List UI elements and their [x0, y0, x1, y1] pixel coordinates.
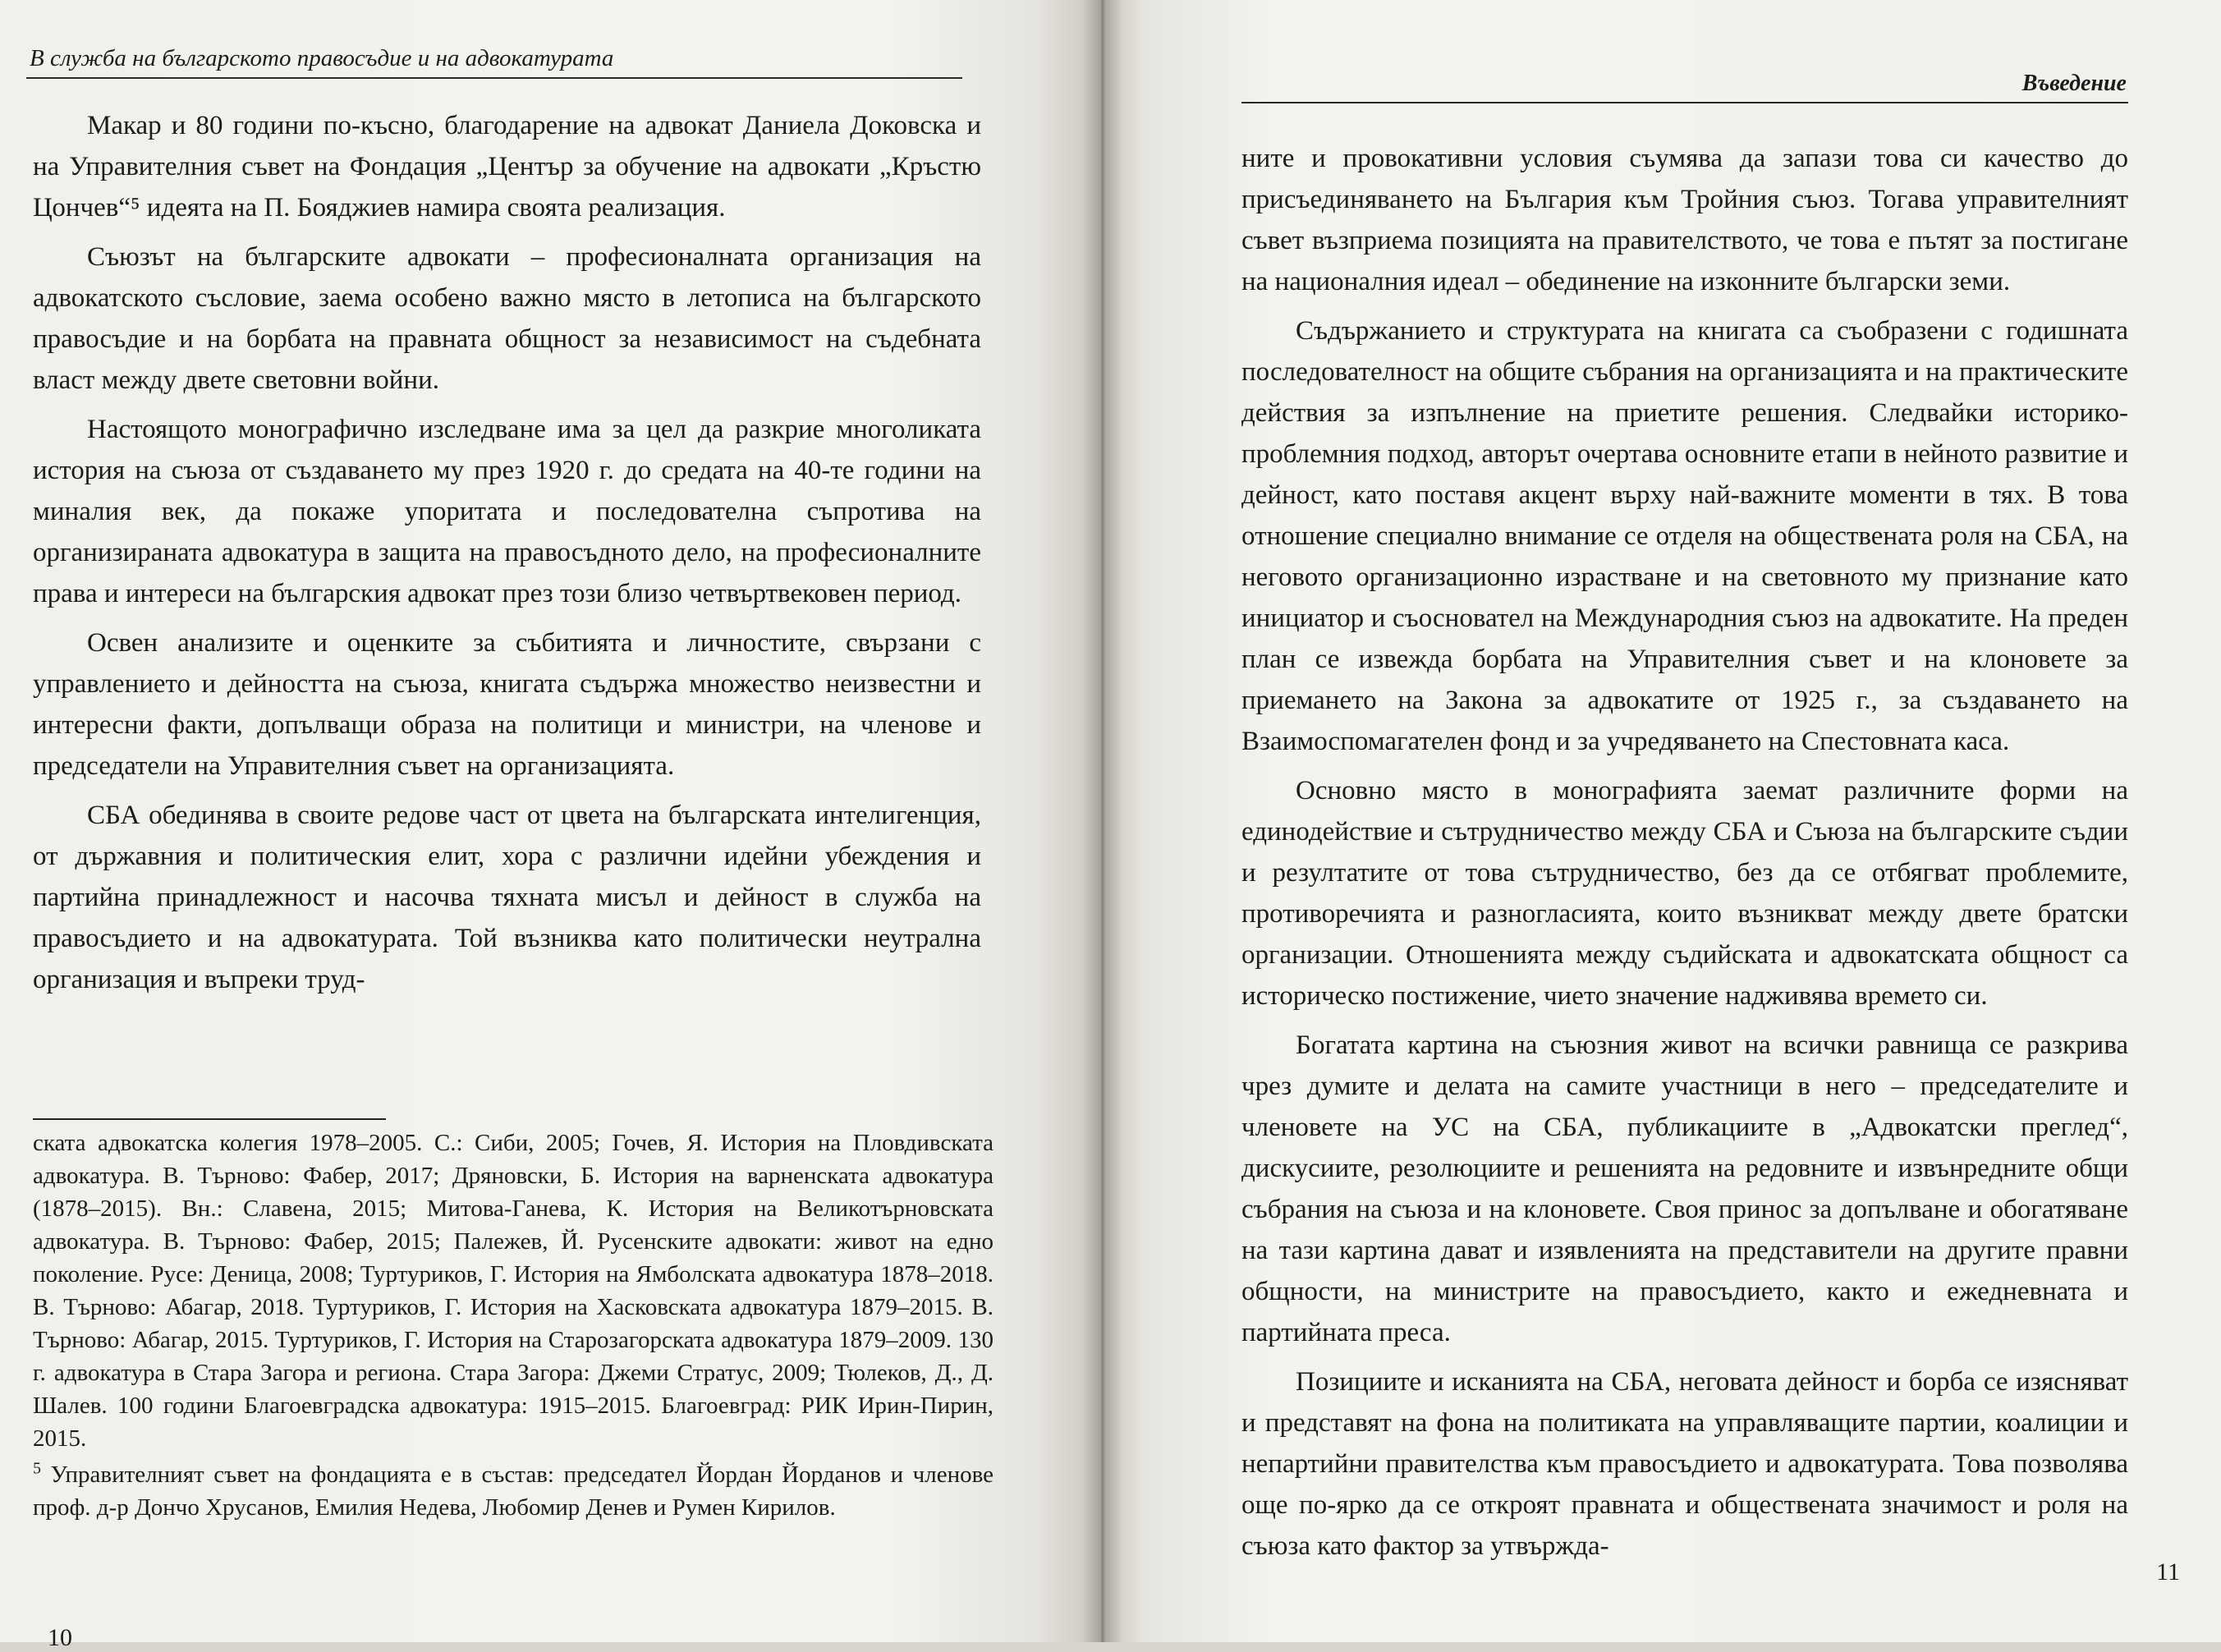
left-paragraph-1: Макар и 80 години по-късно, благодарение на адвокат Даниела Доковска и на Управителния съвет на Фондация „Център за обучение на адвокати „Кръстю Цончев“⁵ идеята на П. Бояджиев намира своята реализация. [33, 111, 981, 223]
left-page-body [33, 105, 981, 1008]
left-paragraph-3: Настоящото монографично изследване има за цел да разкрие многоликата история на съюза от създаването му през 1920 г. до средата на 40-те години на миналия век, да покаже упоритата и последователна съпротива на организираната адвокатура в защита на правосъдното дело, на професионалните права и интереси на българския адвокат през този близо четвъртвековен период. [33, 415, 981, 608]
right-paragraph-5: Позициите и исканията на СБА, неговата дейност и борба се изясняват и представят на фона на политиката на управляващите партии, коалиции и непартийни правителства към правосъдието и адвокатурата. Това позволява още по-ярко да се откроят правната и обществената значимост и роля на съюза като фактор за утвържда- [1241, 1367, 2128, 1561]
right-paragraph-2: Съдържанието и структурата на книгата са съобразени с годишната последователност на общите събрания на организацията и на практическите действия за изпълнение на приетите решения. Следвайки историко-проблемния подход, авторът очертава основните етапи в нейното развитие и дейност, като поставя акцент върху най-важните моменти в тях. В това отношение специално внимание се отделя на обществената роля на СБА, на неговото организационно израстване и на световното му признание като инициатор и съосновател на Международния съюз на адвокатите. На преден план се извежда борбата на Управителния съвет и на клоновете за приемането на Закона за адвокатите от 1925 г., за създаването на Взаимоспомагателен фонд и за учредяването на Спестовната каса. [1241, 316, 2128, 756]
footnote-5 [33, 1458, 993, 1524]
footnotes [33, 1127, 993, 1527]
right-running-head: Въведение [2021, 71, 2127, 96]
left-running-head: В служба на българското правосъдие и на адвокатурата [30, 45, 614, 71]
right-header-rule [1241, 102, 2128, 103]
left-page-number: 10 [48, 1624, 72, 1651]
left-paragraph-5: СБА обединява в своите редове част от цвета на българската интелигенция, от държавния и политическия елит, хора с различни идейни убеждения и партийна принадлежност и насочва тяхната мисъл и дейност в служба на правосъдието и на адвокатурата. Той възниква като политически неутрална организация и въпреки труд- [33, 801, 981, 994]
left-page [0, 0, 1100, 1651]
right-paragraph-1: ните и провокативни условия съумява да запази това си качество до присъединяването на България към Тройния съюз. Тогава управителният съвет възприема позицията на правителството, че това е пътят за постигане на националния идеал – обединение на изконните български земи. [1241, 144, 2128, 296]
footnote-5-text: Управителният съвет на фондацията е в състав: председател Йордан Йорданов и членове проф. д-р Дончо Хрусанов, Емилия Недева, Любомир Денев и Румен Кирилов. [33, 1462, 993, 1521]
left-paragraph-2: Съюзът на българските адвокати – професионалната организация на адвокатското съсловие, заема особено важно място в летописа на българското правосъдие и на борбата на правната общност за независимост на съдебната власт между двете световни войни. [33, 242, 981, 395]
footnote-separator [33, 1118, 386, 1120]
footnote-continuation: ската адвокатска колегия 1978–2005. С.: Сиби, 2005; Гочев, Я. История на Пловдивската адвокатура. В. Търново: Фабер, 2017; Дряновски, Б. История на варненската адвокатура (1878–2015). Вн.: Славена, 2015; Митова-Ганева, К. История на Великотърновската адвокатура. В. Търново: Фабер, 2015; Палежев, Й. Русенските адвокати: живот на едно поколение. Русе: Деница, 2008; Туртуриков, Г. История на Ямболската адвокатура 1878–2018. В. Търново: Абагар, 2018. Туртуриков, Г. История на Хасковската адвокатура 1879–2015. В. Търново: Абагар, 2015. Туртуриков, Г. История на Старозагорската адвокатура 1879–2009. 130 г. адвокатура в Стара Загора и региона. Стара Загора: Джеми Стратус, 2009; Тюлеков, Д., Д. Шалев. 100 години Благоевградска адвокатура: 1915–2015. Благоевград: РИК Ирин-Пирин, 2015. [33, 1130, 993, 1452]
right-page-body [1241, 138, 2128, 1575]
footnote-5-mark: 5 [33, 1459, 41, 1478]
right-paragraph-4: Богатата картина на съюзния живот на всички равнища се разкрива чрез думите и делата на самите участници в него – председателите и членовете на УС на СБА, публикациите в „Адвокатски преглед“, дискусиите, резолюциите и решенията на редовните и извънредните общи събрания на съюза и на клоновете. Своя принос за допълване и обогатяване на тази картина дават и изявленията на представители на другите правни общности, на министрите на правосъдието, както и ежедневната и партийната преса. [1241, 1030, 2128, 1347]
right-page [1100, 0, 2221, 1642]
right-page-number: 11 [2156, 1558, 2180, 1585]
right-paragraph-3: Основно място в монографията заемат различните форми на единодействие и сътрудничество между СБА и Съюза на българските съдии и резултатите от това сътрудничество, без да се отбягват проблемите, противоречията и разногласията, които възникват между двете братски организации. Отношенията между съдийската и адвокатската общност са историческо постижение, чието значение надживява времето си. [1241, 776, 2128, 1011]
left-paragraph-4: Освен анализите и оценките за събитията и личностите, свързани с управлението и дейността на съюза, книгата съдържа множество неизвестни и интересни факти, допълващи образа на политици и министри, на членове и председатели на Управителния съвет на организацията. [33, 628, 981, 781]
left-header-rule [26, 77, 962, 79]
book-gutter [1082, 0, 1123, 1642]
